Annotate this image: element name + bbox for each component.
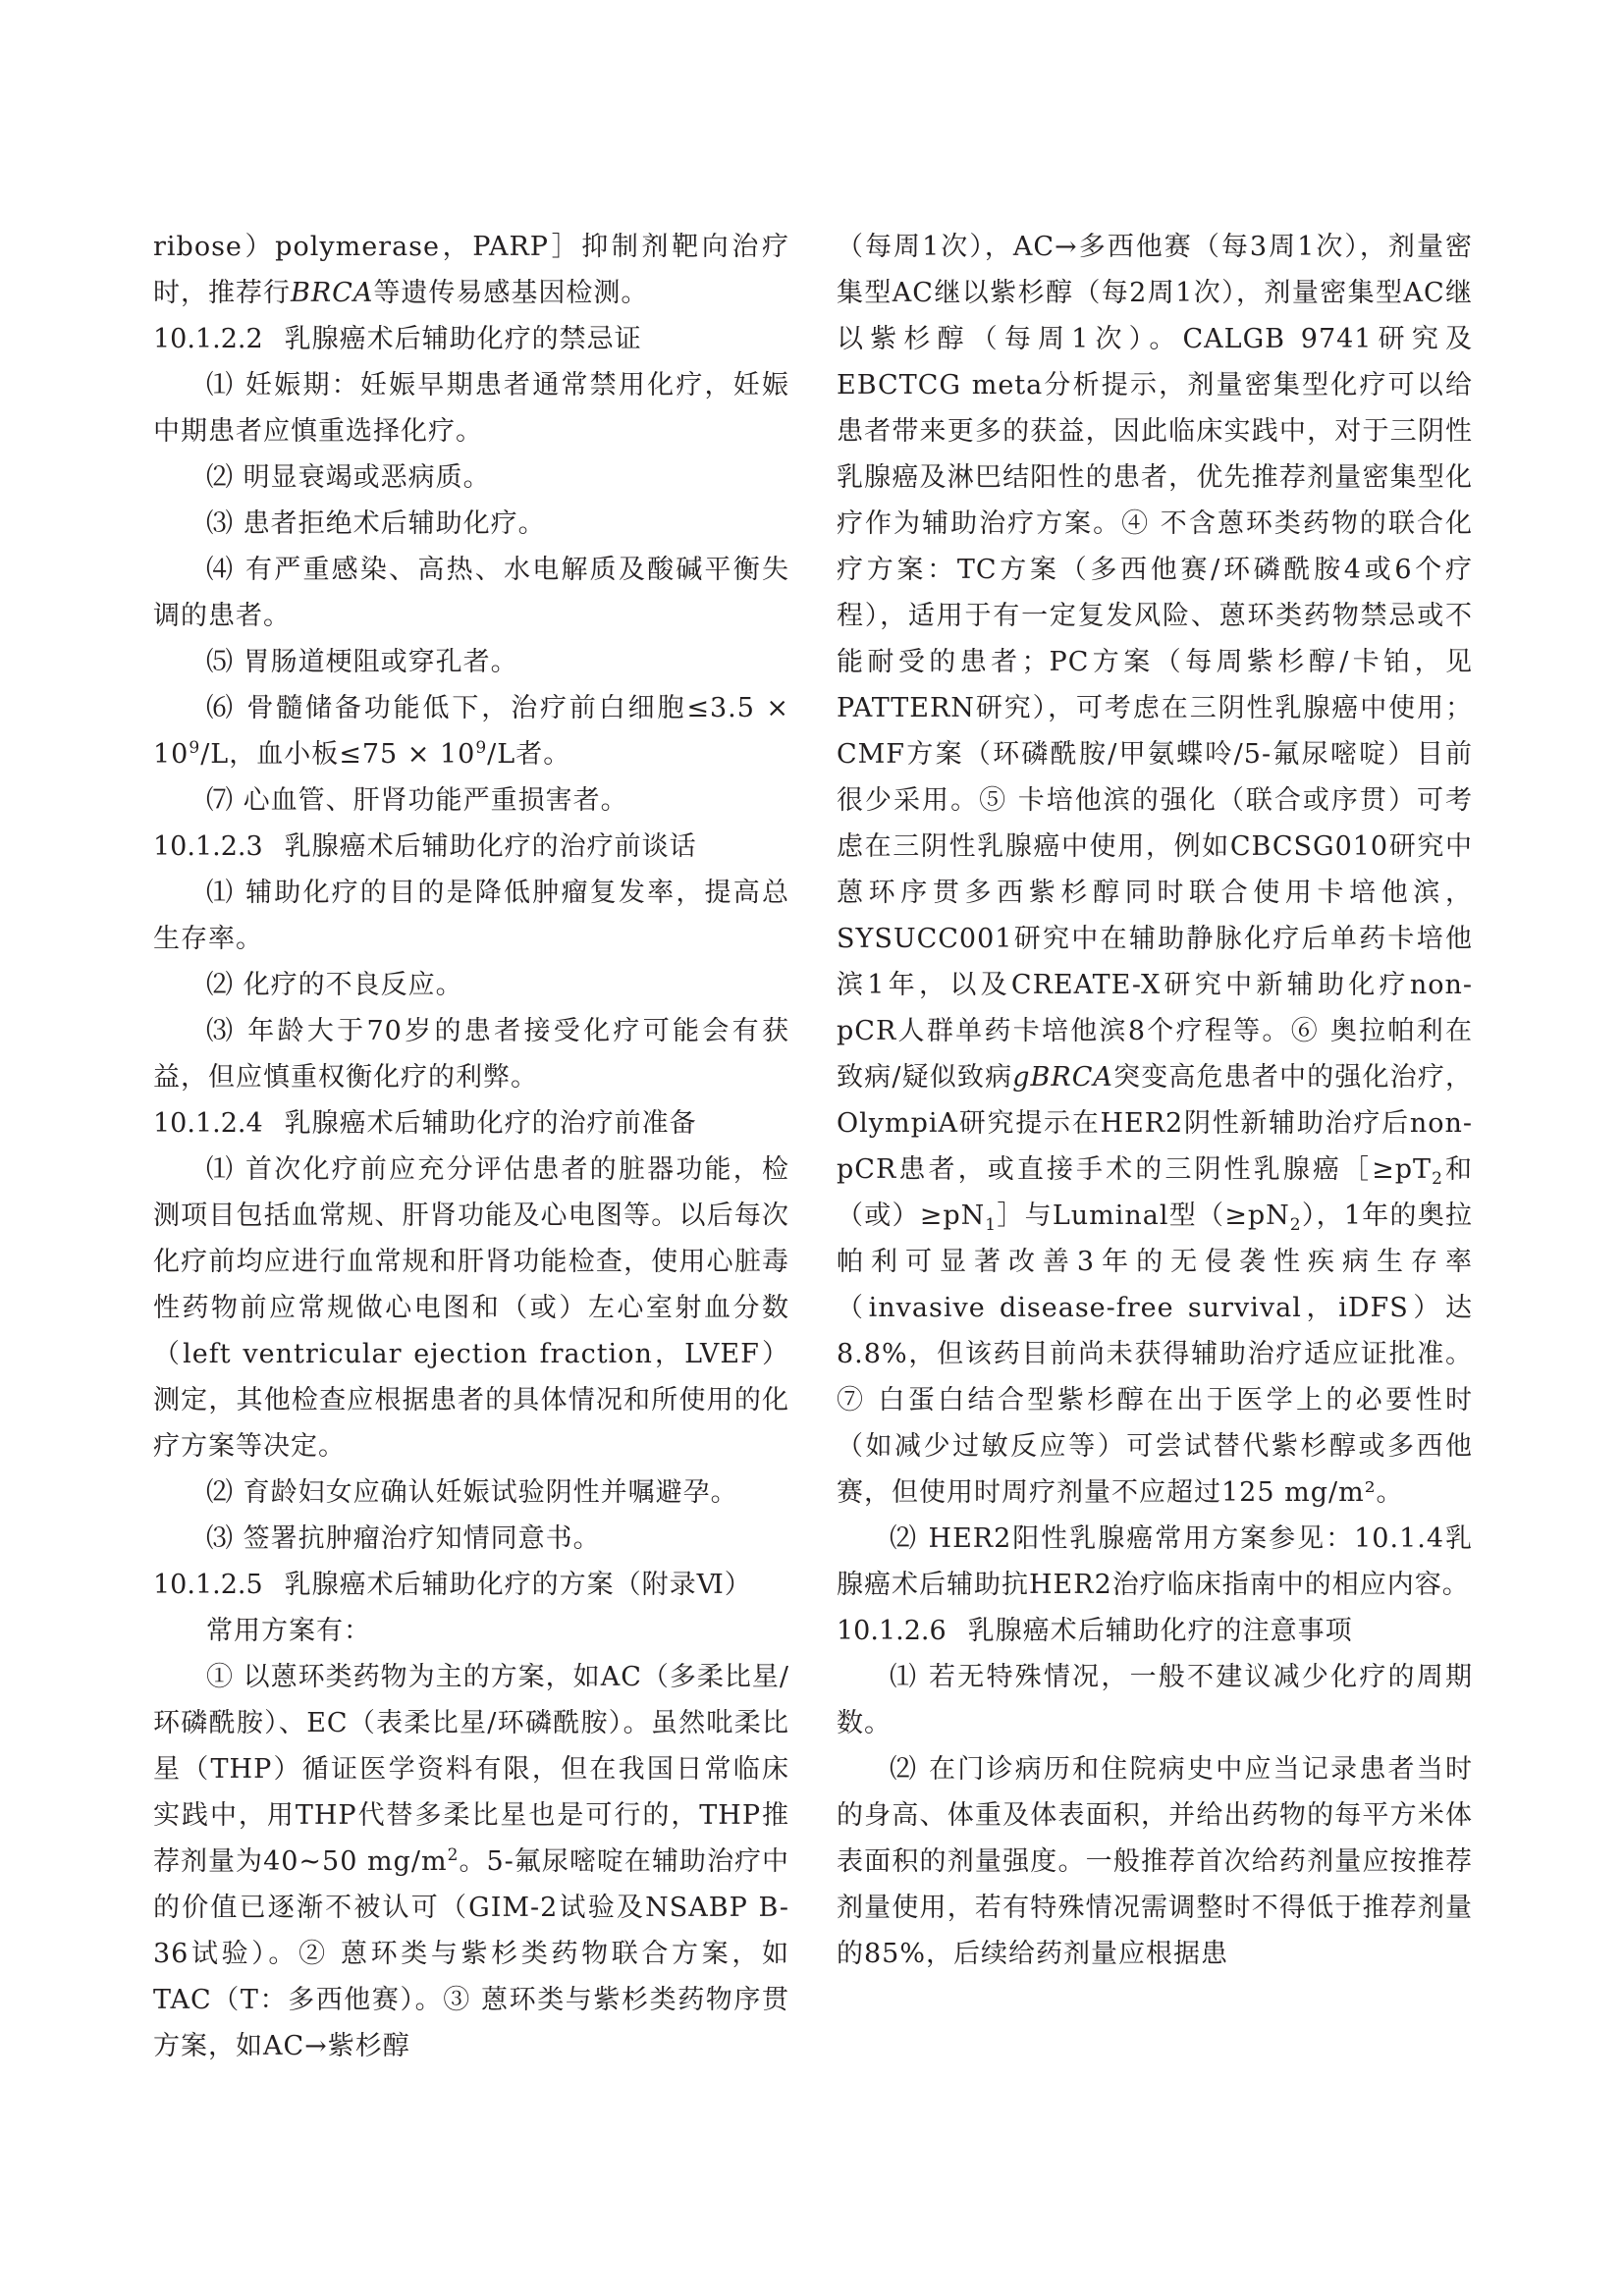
section-heading-10-1-2-5: 10.1.2.5 乳腺癌术后辅助化疗的方案（附录Ⅵ）: [153, 1570, 752, 1600]
list-item: ⑴ 辅助化疗的目的是降低肿瘤复发率，提高总生存率。: [153, 878, 789, 954]
list-item: ⑶ 年龄大于70岁的患者接受化疗可能会有获益，但应慎重权衡化疗的利弊。: [153, 1016, 789, 1093]
list-item: ⑵ 化疗的不良反应。: [206, 970, 463, 1000]
list-item: ⑴ 若无特殊情况，一般不建议减少化疗的周期数。: [837, 1662, 1473, 1738]
left-column: [153, 224, 789, 2296]
list-item: ⑴ 首次化疗前应充分评估患者的脏器功能，检测项目包括血常规、肝肾功能及心电图等。以后每次化疗前均应进行血常规和肝肾功能检查，使用心脏毒性药物前应常规做心电图和（或）左心室射血分数（left ventricular ejection fraction，LVEF）测定，其他检查应根据患者的具体情况和所使用的化疗方案等决定。: [153, 1154, 789, 1462]
list-item: ⑺ 心血管、肝肾功能严重损害者。: [206, 785, 628, 816]
paragraph: ribose）polymerase，PARP］抑制剂靶向治疗时，推荐行BRCA等遗传易感基因检测。: [153, 232, 789, 308]
list-item: ⑷ 有严重感染、高热、水电解质及酸碱平衡失调的患者。: [153, 555, 789, 631]
list-item: ⑵ 明显衰竭或恶病质。: [206, 462, 491, 493]
list-item: ⑵ 育龄妇女应确认妊娠试验阴性并嘱避孕。: [206, 1477, 738, 1508]
list-item: ⑴ 妊娠期：妊娠早期患者通常禁用化疗，妊娠中期患者应慎重选择化疗。: [153, 370, 789, 447]
list-item: ⑹ 骨髓储备功能低下，治疗前白细胞$\le 3.5 \times 10^9/L$，血小板$\le 75 \times 10^9/L$者。: [153, 693, 789, 770]
section-heading-10-1-2-2: 10.1.2.2 乳腺癌术后辅助化疗的禁忌证: [153, 324, 642, 354]
paragraph: ⑵ HER2阳性乳腺癌常用方案参见：10.1.4乳腺癌术后辅助抗HER2治疗临床指南中的相应内容。: [837, 1523, 1473, 1600]
paragraph: 常用方案有：: [206, 1616, 371, 1646]
paragraph: ① 以蒽环类药物为主的方案，如AC（多柔比星/环磷酰胺）、EC（表柔比星/环磷酰胺）。虽然吡柔比星（THP）循证医学资料有限，但在我国日常临床实践中，用THP代替多柔比星也是可行的，THP推荐剂量为40~50 $mg/m^2$。5-氟尿嘧啶在辅助治疗中的价值已逐渐不被认可（GIM-2试验及NSABP B-36试验）。② 蒽环类与紫杉类药物联合方案，如TAC（T：多西他赛）。③ 蒽环类与紫杉类药物序贯方案，如AC→紫杉醇: [153, 1662, 789, 2061]
list-item: ⑶ 患者拒绝术后辅助化疗。: [206, 508, 546, 539]
section-heading-10-1-2-3: 10.1.2.3 乳腺癌术后辅助化疗的治疗前谈话: [153, 831, 697, 862]
list-item: ⑶ 签署抗肿瘤治疗知情同意书。: [206, 1523, 601, 1554]
right-column: [837, 224, 1473, 2296]
list-item: ⑵ 在门诊病历和住院病史中应当记录患者当时的身高、体重及体表面积，并给出药物的每平方米体表面积的剂量强度。一般推荐首次给药剂量应按推荐剂量使用，若有特殊情况需调整时不得低于推荐剂量的85%，后续给药剂量应根据患: [837, 1754, 1473, 1969]
list-item: ⑸ 胃肠道梗阻或穿孔者。: [206, 647, 518, 677]
section-heading-10-1-2-6: 10.1.2.6 乳腺癌术后辅助化疗的注意事项: [837, 1616, 1353, 1646]
paragraph: （每周1次），AC→多西他赛（每3周1次），剂量密集型AC继以紫杉醇（每2周1次），剂量密集型AC继以紫杉醇（每周1次）。CALGB 9741研究及EBCTCG meta分析提示，剂量密集型化疗可以给患者带来更多的获益，因此临床实践中，对于三阴性乳腺癌及淋巴结阳性的患者，优先推荐剂量密集型化疗作为辅助治疗方案。④ 不含蒽环类药物的联合化疗方案：TC方案（多西他赛/环磷酰胺4或6个疗程），适用于有一定复发风险、蒽环类药物禁忌或不能耐受的患者；PC方案（每周紫杉醇/卡铂，见PATTERN研究），可考虑在三阴性乳腺癌中使用；CMF方案（环磷酰胺/甲氨蝶呤/5-氟尿嘧啶）目前很少采用。⑤ 卡培他滨的强化（联合或序贯）可考虑在三阴性乳腺癌中使用，例如CBCSG010研究中蒽环序贯多西紫杉醇同时联合使用卡培他滨，SYSUCC001研究中在辅助静脉化疗后单药卡培他滨1年，以及CREATE-X研究中新辅助化疗non-pCR人群单药卡培他滨8个疗程等。⑥ 奥拉帕利在致病/疑似致病gBRCA突变高危患者中的强化治疗，OlympiA研究提示在HER2阴性新辅助治疗后non-pCR患者，或直接手术的三阴性乳腺癌$[\ge pT_2$和（或）$\ge pN_1]$与Luminal型$(\ge pN_2)$，1年的奥拉帕利可显著改善3年的无侵袭性疾病生存率（invasive disease-free survival，iDFS）达8.8%，但该药目前尚未获得辅助治疗适应证批准。⑦ 白蛋白结合型紫杉醇在出于医学上的必要性时（如减少过敏反应等）可尝试替代紫杉醇或多西他赛，但使用时周疗剂量不应超过125 mg/m²。: [837, 232, 1474, 1508]
section-heading-10-1-2-4: 10.1.2.4 乳腺癌术后辅助化疗的治疗前准备: [153, 1108, 697, 1139]
